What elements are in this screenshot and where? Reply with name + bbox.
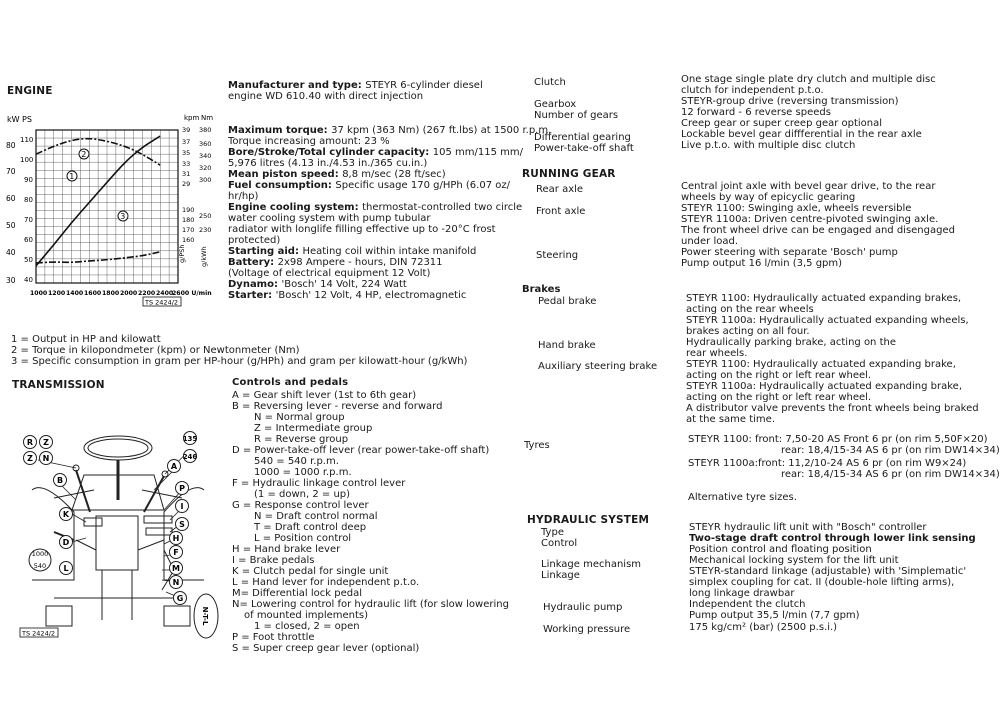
value-line: acting on the right or left rear wheel. (686, 370, 872, 381)
axis-label-kw: kW (7, 115, 20, 124)
brakes-heading: Brakes (522, 284, 561, 295)
nm-tick: 320 (199, 164, 212, 172)
controls-heading: Controls and pedals (232, 377, 349, 388)
control-item: S = Super creep gear lever (optional) (232, 643, 420, 654)
value-line: simplex coupling for cat. II (double-hole lifting arms), (689, 577, 955, 588)
callout-n2: N (172, 578, 180, 587)
callout-leaders (38, 450, 190, 598)
value-line: rear: 18,4/15-34 AS 6 pr (on rim DW14×34) (781, 469, 1000, 480)
control-item: 540 = 540 r.p.m. (254, 456, 339, 467)
kpm-tick: 37 (182, 138, 191, 146)
x-tick: 1600 (84, 290, 102, 297)
nm-ticks (199, 126, 211, 184)
callout-a: A (170, 462, 178, 471)
ps-tick: 90 (24, 176, 33, 184)
nm-tick: 360 (199, 140, 212, 148)
value-line: rear wheels. (686, 348, 748, 359)
nm-tick: 300 (199, 176, 212, 184)
gkwh-ticks (199, 212, 211, 234)
control-item: A = Gear shift lever (1st to 6th gear) (232, 390, 417, 401)
nm-tick: 380 (199, 126, 212, 134)
kpm-tick: 35 (182, 149, 191, 157)
engine-performance-chart (4, 112, 222, 308)
gear-pattern-even: 246 (182, 453, 198, 461)
control-item: B = Reversing lever - reverse and forward (232, 401, 443, 412)
value-line: STEYR 1100a: Hydraulically actuated expanding wheels, (686, 315, 969, 326)
value-line: Alternative tyre sizes. (688, 492, 797, 503)
label-clutch: Clutch (534, 77, 566, 88)
control-item: N = Draft control normal (254, 511, 378, 522)
legend-line: 1 = Output in HP and kilowatt (11, 334, 161, 345)
value-line: Creep gear or super creep gear optional (681, 118, 883, 129)
label-hand-brake: Hand brake (538, 340, 596, 351)
spec-line: protected) (228, 235, 281, 246)
kw-tick: 70 (6, 167, 16, 176)
kw-tick: 60 (6, 194, 16, 203)
gpsh-tick: 170 (182, 226, 195, 234)
spec-line: 5,976 litres (4.13 in./4.53 in./365 cu.in.) (228, 158, 428, 169)
value-line: STEYR-standard linkage (adjustable) with 'Simplematic' (689, 566, 967, 577)
gear-pattern-odd: 135 (182, 435, 198, 443)
value-line: STEYR 1100: Hydraulically actuated expanding brake, (686, 359, 956, 370)
spec-line: Bore/Stroke/Total cylinder capacity: 105 mm/115 mm/ (228, 147, 523, 158)
label-pedal-brake: Pedal brake (538, 296, 597, 307)
gpsh-tick: 180 (182, 216, 195, 224)
callout-z: Z (43, 438, 49, 447)
drawing-code: TS 2424/2 (145, 298, 179, 307)
value-line: One stage single plate dry clutch and multiple disc (681, 74, 936, 85)
value-line: wheels by way of epicyclic gearing (681, 192, 856, 203)
value-line: A distributor valve prevents the front wheels being braked (686, 403, 979, 414)
control-item: T = Draft control deep (254, 522, 367, 533)
callout-d: D (62, 538, 70, 547)
value-line: Power steering with separate 'Bosch' pump (681, 247, 898, 258)
ps-tick: 110 (20, 136, 34, 144)
transmission-heading: TRANSMISSION (12, 379, 105, 391)
label-working-pressure: Working pressure (543, 624, 631, 635)
gkwh-tick: 250 (199, 212, 212, 220)
label-type: Type (541, 527, 564, 538)
callout-l: L (63, 564, 69, 573)
callout-b: B (56, 476, 64, 485)
response-ntl: N-T-L (201, 606, 209, 626)
kpm-tick: 31 (182, 170, 191, 178)
ps-tick: 100 (20, 156, 34, 164)
x-tick: 2600 U/min (172, 290, 212, 297)
kpm-tick: 39 (182, 126, 191, 134)
spec-line: Fuel consumption: Specific usage 170 g/HPh (6.07 oz/ (228, 180, 510, 191)
drawing-code: TS 2424/2 (22, 629, 56, 638)
value-line: Pump output 16 l/min (3,5 gpm) (681, 258, 843, 269)
label-differential: Differential gearing (534, 132, 631, 143)
spec-line: water cooling system with pump tubular (228, 213, 431, 224)
control-item: (1 = down, 2 = up) (254, 489, 351, 500)
spec-line: Battery: 2x98 Ampere - hours, DIN 72311 (228, 257, 443, 268)
value-line: at the same time. (686, 414, 775, 425)
spec-line: radiator with longlife filling effective up to -20°C frost (228, 224, 496, 235)
kpm-tick: 33 (182, 160, 191, 168)
callout-g2: G (176, 594, 184, 603)
ps-tick: 80 (24, 196, 33, 204)
spec-line: Starting aid: Heating coil within intake manifold (228, 246, 477, 257)
callout-n: N (42, 454, 50, 463)
kpm-tick: 29 (182, 180, 191, 188)
gpsh-ticks (182, 206, 194, 244)
curve-callout-2: 2 (81, 150, 87, 159)
value-line: STEYR 1100a:front: 11,2/10-24 AS 6 pr (on rim W9×24) (688, 458, 967, 469)
callout-p: P (179, 484, 185, 493)
control-item: G = Response control lever (232, 500, 369, 511)
x-tick: 2000 (120, 290, 138, 297)
value-line: Independent the clutch (689, 599, 806, 610)
value-line: rear: 18,4/15-34 AS 6 pr (on rim DW14×34) (781, 445, 1000, 456)
spec-line: hr/hp) (228, 191, 259, 202)
value-line: Mechanical locking system for the lift unit (689, 555, 899, 566)
axis-label-gkwh: g/kWh (200, 246, 208, 267)
gkwh-tick: 230 (199, 226, 212, 234)
callout-i: I (180, 502, 184, 511)
value-line: clutch for independent p.t.o. (681, 85, 824, 96)
kpm-ticks (182, 126, 190, 188)
spec-line: Engine cooling system: thermostat-controlled two circle (228, 202, 523, 213)
control-item: H = Hand brake lever (232, 544, 341, 555)
running-gear-heading: RUNNING GEAR (522, 168, 616, 180)
value-line: 175 kg/cm² (bar) (2500 p.s.i.) (689, 622, 838, 633)
gpsh-tick: 190 (182, 206, 195, 214)
x-tick: 1200 (48, 290, 66, 297)
value-line: The front wheel drive can be engaged and disengaged (681, 225, 955, 236)
spec-line: Manufacturer and type: STEYR 6-cylinder diesel (228, 80, 483, 91)
value-line: STEYR 1100a: Hydraulically actuated expanding brake, (686, 381, 962, 392)
label-aux-steering-brake: Auxiliary steering brake (538, 361, 658, 372)
control-item: F = Hydraulic linkage control lever (232, 478, 406, 489)
value-line: Lockable bevel gear diffferential in the rear axle (681, 129, 922, 140)
label-linkage: Linkage (541, 570, 580, 581)
value-line: Two-stage draft control through lower link sensing (689, 533, 976, 544)
kw-tick: 40 (6, 248, 16, 257)
callout-m: M (172, 564, 180, 573)
callout-r: R (26, 438, 34, 447)
label-rear-axle: Rear axle (536, 184, 584, 195)
value-line: Central joint axle with bevel gear drive, to the rear (681, 181, 936, 192)
gpsh-tick: 160 (182, 236, 195, 244)
control-item: 1 = closed, 2 = open (254, 621, 360, 632)
nm-tick: 340 (199, 152, 212, 160)
label-control: Control (541, 538, 578, 549)
axis-label-kpm: kpm (184, 114, 200, 122)
spec-line: Dynamo: 'Bosch' 14 Volt, 224 Watt (228, 279, 407, 290)
control-item: L = Hand lever for independent p.t.o. (232, 577, 420, 588)
ps-tick: 70 (24, 216, 33, 224)
spec-line: (Voltage of electrical equipment 12 Volt) (228, 268, 431, 279)
control-item: R = Reverse group (254, 434, 349, 445)
x-tick: 2200 (138, 290, 156, 297)
value-line: Live p.t.o. with multiple disc clutch (681, 140, 856, 151)
spec-line: Maximum torque: 37 kpm (363 Nm) (267 ft.lbs) at 1500 r.p.m. (228, 125, 552, 136)
ps-ticks (20, 136, 33, 284)
callout-s: S (179, 520, 185, 529)
callout-h: H (172, 534, 180, 543)
value-line: STEYR 1100: Swinging axle, wheels reversible (681, 203, 912, 214)
control-item: Z = Intermediate group (254, 423, 373, 434)
pto-540: 540 (33, 562, 47, 570)
control-item: of mounted implements) (244, 610, 369, 621)
label-pto-shaft: Power-take-off shaft (534, 143, 634, 154)
hydraulic-heading: HYDRAULIC SYSTEM (527, 514, 650, 526)
x-ticks (30, 290, 212, 297)
x-tick: 1000 (30, 290, 48, 297)
spec-line: Mean piston speed: 8,8 m/sec (28 ft/sec) (228, 169, 446, 180)
control-item: N= Lowering control for hydraulic lift (for slow lowering (232, 599, 509, 610)
value-line: acting on the right or left rear wheel. (686, 392, 872, 403)
engine-heading: ENGINE (7, 85, 53, 97)
label-gearbox: Gearbox (534, 99, 577, 110)
axis-label-gpsh: g/PSh (178, 244, 186, 263)
control-item: K = Clutch pedal for single unit (232, 566, 389, 577)
value-line: long linkage drawbar (689, 588, 795, 599)
value-line: STEYR 1100: front: 7,50-20 AS Front 6 pr (on rim 5,50F×20) (688, 434, 988, 445)
label-number-of-gears: Number of gears (534, 110, 619, 121)
value-line: STEYR-group drive (reversing transmission) (681, 96, 899, 107)
legend-line: 3 = Specific consumption in gram per HP-hour (g/HPh) and gram per kilowatt-hour (g/kWh) (11, 356, 468, 367)
spec-line: engine WD 610.40 with direct injection (228, 91, 424, 102)
value-line: STEYR hydraulic lift unit with "Bosch" controller (689, 522, 927, 533)
callout-f: F (173, 548, 179, 557)
transmission-diagram (14, 420, 222, 642)
kw-tick: 30 (6, 276, 16, 285)
label-steering: Steering (536, 250, 579, 261)
spec-line: Starter: 'Bosch' 12 Volt, 4 HP, electromagnetic (228, 290, 467, 301)
label-hydraulic-pump: Hydraulic pump (543, 602, 623, 613)
value-line: acting on the rear wheels (686, 304, 814, 315)
kw-tick: 50 (6, 221, 16, 230)
value-line: 12 forward - 6 reverse speeds (681, 107, 831, 118)
label-front-axle: Front axle (536, 206, 586, 217)
curve-callout-1: 1 (69, 172, 75, 181)
value-line: Pump output 35,5 l/min (7,7 gpm) (689, 610, 860, 621)
value-line: STEYR 1100a: Driven centre-pivoted swinging axle. (681, 214, 939, 225)
control-item: P = Foot throttle (232, 632, 315, 643)
tyres-heading: Tyres (524, 440, 550, 451)
value-line: under load. (681, 236, 739, 247)
x-tick: 1800 (102, 290, 120, 297)
x-tick: 1400 (66, 290, 84, 297)
control-item: 1000 = 1000 r.p.m. (254, 467, 352, 478)
ps-tick: 40 (24, 276, 33, 284)
callout-g: Z (27, 454, 33, 463)
ps-tick: 50 (24, 256, 33, 264)
axis-label-nm: Nm (201, 114, 214, 122)
control-item: I = Brake pedals (232, 555, 315, 566)
value-line: Hydraulically parking brake, acting on the (686, 337, 896, 348)
callout-k: K (62, 510, 70, 519)
control-item: L = Position control (254, 533, 352, 544)
axis-label-ps: PS (22, 115, 32, 124)
control-item: N = Normal group (254, 412, 345, 423)
control-item: M= Differential lock pedal (232, 588, 362, 599)
pto-1000: 1000 (31, 550, 49, 558)
control-item: D = Power-take-off lever (rear power-take-off shaft) (232, 445, 490, 456)
spec-line: Torque increasing amount: 23 % (228, 136, 390, 147)
value-line: brakes acting on all four. (686, 326, 810, 337)
value-line: STEYR 1100: Hydraulically actuated expanding brakes, (686, 293, 962, 304)
kw-tick: 80 (6, 141, 16, 150)
value-line: Position control and floating position (689, 544, 872, 555)
ps-tick: 60 (24, 236, 33, 244)
x-tick: 2400 (156, 290, 174, 297)
kw-ticks (6, 141, 16, 285)
label-linkage-mechanism: Linkage mechanism (541, 559, 642, 570)
legend-line: 2 = Torque in kilopondmeter (kpm) or Newtonmeter (Nm) (11, 345, 300, 356)
curve-callout-3: 3 (120, 212, 126, 221)
